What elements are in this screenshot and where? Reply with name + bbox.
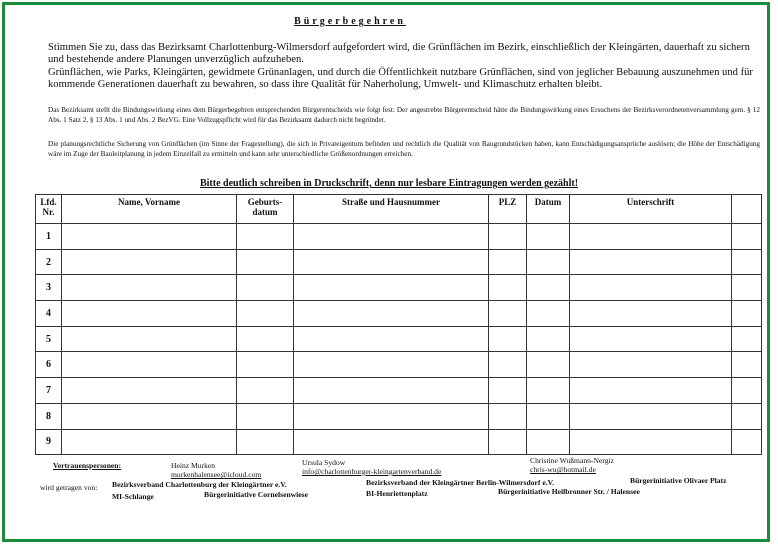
extra-cell[interactable] [732, 326, 762, 352]
trustee-1-name: Heinz Murken [171, 461, 216, 470]
supporter-2: Bezirksverband der Kleingärtner Berlin-Wilmersdorf e.V. [366, 478, 554, 487]
binding-effect-text: Das Bezirksamt stellt die Bindungswirkung eines dem Bürgerbegehren entsprechenden Bürgerentscheids wie folgt fest: Der angestrebte Bürgerentscheid hätte die Bindungswirkung eines Ersuchens der Bezirksverordnetenversammlung gem. § 12 Abs. 1 Satz 2, § 13 Abs. 1 und Abs. 2 BezVG. Eine Vollzugspflicht wird für das Bezirksamt dadurch nicht begründet. [48, 106, 760, 124]
date-cell[interactable] [527, 224, 570, 250]
date-cell[interactable] [527, 352, 570, 378]
table-row [36, 326, 762, 352]
header-name: Name, Vorname [62, 195, 237, 224]
header-nr: Lfd. Nr. [36, 195, 62, 224]
signature-cell[interactable] [570, 403, 732, 429]
plz-cell[interactable] [489, 275, 527, 301]
signature-cell[interactable] [570, 429, 732, 455]
signature-cell[interactable] [570, 352, 732, 378]
birth-cell[interactable] [237, 275, 294, 301]
birth-cell[interactable] [237, 403, 294, 429]
supporter-4: MI-Schlange [112, 492, 154, 501]
name-cell[interactable] [62, 403, 237, 429]
date-cell[interactable] [527, 249, 570, 275]
row-number: 1 [36, 224, 62, 250]
date-cell[interactable] [527, 301, 570, 327]
plz-cell[interactable] [489, 301, 527, 327]
row-number: 3 [36, 275, 62, 301]
plz-cell[interactable] [489, 429, 527, 455]
extra-cell[interactable] [732, 275, 762, 301]
birth-cell[interactable] [237, 326, 294, 352]
street-cell[interactable] [294, 249, 489, 275]
signature-cell[interactable] [570, 326, 732, 352]
date-cell[interactable] [527, 275, 570, 301]
supporter-1: Bezirksverband Charlottenburg der Kleingärtner e.V. [112, 480, 287, 489]
signature-cell[interactable] [570, 224, 732, 250]
row-number: 6 [36, 352, 62, 378]
header-blank [732, 195, 762, 224]
table-row [36, 301, 762, 327]
row-number: 5 [36, 326, 62, 352]
row-number: 2 [36, 249, 62, 275]
supporter-5: Bürgerinitiative Cornelsenwiese [204, 490, 308, 499]
street-cell[interactable] [294, 403, 489, 429]
street-cell[interactable] [294, 429, 489, 455]
street-cell[interactable] [294, 378, 489, 404]
row-number: 9 [36, 429, 62, 455]
name-cell[interactable] [62, 326, 237, 352]
supporter-7: Bürgerinitiative Heilbronner Str. / Halensee [498, 487, 640, 496]
petition-reason: Grünflächen, wie Parks, Kleingärten, gewidmete Grünanlagen, und durch die Öffentlichkeit nutzbare Grünflächen, sind von jeglicher Bebauung auszunehmen und für kommende Generationen dauerhaft zu bewahren, so dass ihre Qualität für Naherholung, Umwelt- und Klimaschutz erhalten bleibt. [48, 67, 753, 90]
name-cell[interactable] [62, 249, 237, 275]
header-plz: PLZ [489, 195, 527, 224]
form-title: Bürgerbegehren [294, 16, 406, 27]
petition-question: Stimmen Sie zu, dass das Bezirksamt Charlottenburg-Wilmersdorf aufgefordert wird, die Grünflächen im Bezirk, einschließlich der Kleingärten, dauerhaft zu sichern und bestehende andere Planungen unverzüglich aufzuheben. [48, 42, 750, 65]
date-cell[interactable] [527, 326, 570, 352]
plz-cell[interactable] [489, 249, 527, 275]
extra-cell[interactable] [732, 403, 762, 429]
birth-cell[interactable] [237, 429, 294, 455]
street-cell[interactable] [294, 352, 489, 378]
signature-cell[interactable] [570, 249, 732, 275]
name-cell[interactable] [62, 429, 237, 455]
birth-cell[interactable] [237, 378, 294, 404]
extra-cell[interactable] [732, 429, 762, 455]
date-cell[interactable] [527, 378, 570, 404]
street-cell[interactable] [294, 224, 489, 250]
birth-cell[interactable] [237, 352, 294, 378]
extra-cell[interactable] [732, 224, 762, 250]
name-cell[interactable] [62, 378, 237, 404]
header-birth: Geburts- datum [237, 195, 294, 224]
plz-cell[interactable] [489, 403, 527, 429]
birth-cell[interactable] [237, 301, 294, 327]
header-signature: Unterschrift [570, 195, 732, 224]
birth-cell[interactable] [237, 249, 294, 275]
date-cell[interactable] [527, 403, 570, 429]
trustee-3-name: Christine Wußmann-Nergiz [530, 456, 614, 465]
signature-cell[interactable] [570, 378, 732, 404]
signature-table [35, 194, 762, 455]
carried-by-label: wird getragen von: [40, 483, 98, 492]
row-number: 8 [36, 403, 62, 429]
extra-cell[interactable] [732, 301, 762, 327]
extra-cell[interactable] [732, 352, 762, 378]
extra-cell[interactable] [732, 249, 762, 275]
table-row [36, 224, 762, 250]
table-row [36, 352, 762, 378]
street-cell[interactable] [294, 275, 489, 301]
trustee-3-email[interactable]: chris-wu@hotmail.de [530, 465, 596, 474]
street-cell[interactable] [294, 301, 489, 327]
compensation-text: Die planungsrechtliche Sicherung von Grünflächen (im Sinne der Fragestellung), die sich in Privateigentum befinden und rechtlich die Qualität von Baugrundstücken haben, kann Entschädigungsansprüche auslösen; die Höhe der Entschädigung wäre im Zuge der Bauleitplanung in jedem Einzelfall zu ermitteln und kann sehr unterschiedliche Größenordnungen erreichen. [48, 140, 760, 158]
trustee-2-name: Ursula Sydow [302, 458, 346, 467]
supporter-6: BI-Henriettenplatz [366, 489, 428, 498]
row-number: 4 [36, 301, 62, 327]
header-date: Datum [527, 195, 570, 224]
plz-cell[interactable] [489, 352, 527, 378]
table-row [36, 429, 762, 455]
trustees-label: Vertrauenspersonen: [53, 461, 122, 470]
table-row [36, 275, 762, 301]
instruction-text: Bitte deutlich schreiben in Druckschrift, denn nur lesbare Eintragungen werden gezählt! [199, 178, 579, 189]
trustee-1-email[interactable]: murkenhalensee@icloud.com [171, 470, 262, 479]
name-cell[interactable] [62, 224, 237, 250]
extra-cell[interactable] [732, 378, 762, 404]
name-cell[interactable] [62, 301, 237, 327]
signature-cell[interactable] [570, 275, 732, 301]
table-row [36, 403, 762, 429]
header-street: Straße und Hausnummer [294, 195, 489, 224]
table-row [36, 249, 762, 275]
date-cell[interactable] [527, 429, 570, 455]
plz-cell[interactable] [489, 378, 527, 404]
name-cell[interactable] [62, 352, 237, 378]
name-cell[interactable] [62, 275, 237, 301]
signature-cell[interactable] [570, 301, 732, 327]
supporter-3: Bürgerinitiative Olivaer Platz [630, 476, 727, 485]
plz-cell[interactable] [489, 224, 527, 250]
trustee-2-email[interactable]: info@charlottenburger-kleingartenverband.de [302, 467, 442, 476]
street-cell[interactable] [294, 326, 489, 352]
row-number: 7 [36, 378, 62, 404]
table-header-row [36, 195, 762, 224]
table-row [36, 378, 762, 404]
plz-cell[interactable] [489, 326, 527, 352]
birth-cell[interactable] [237, 224, 294, 250]
